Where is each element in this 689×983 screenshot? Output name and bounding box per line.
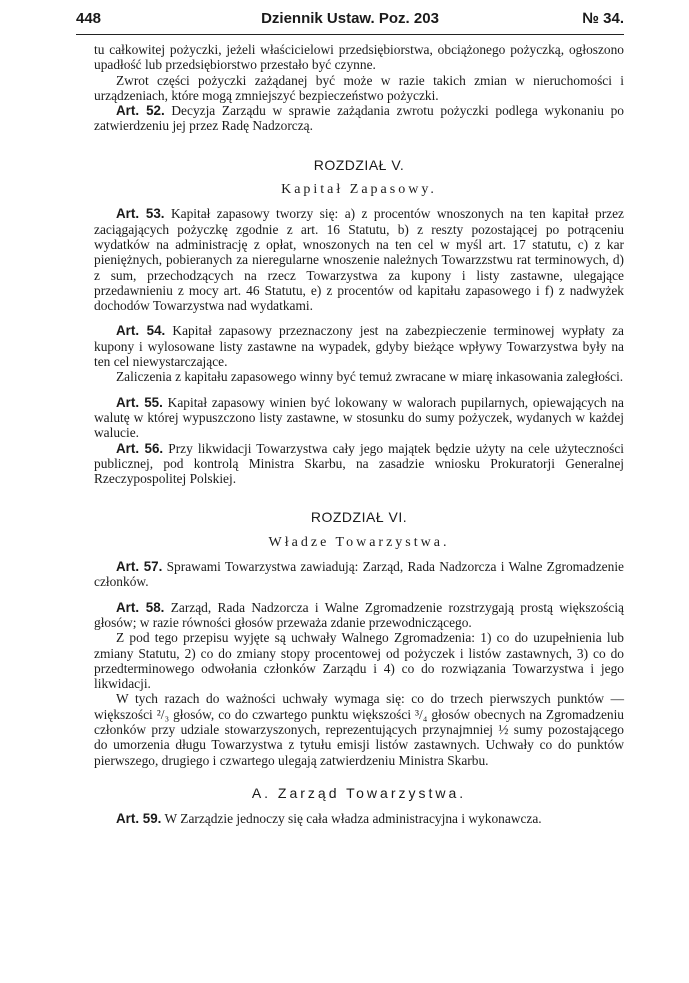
page-header xyxy=(76,6,624,32)
paragraph-continuation: tu całkowitej pożyczki, jeżeli właścicielowi przedsiębiorstwa, obciążonego pożyczką, ogłoszono upadłość lub przedsiębiorstwo przestało być czynne. xyxy=(94,42,624,73)
article-56 xyxy=(94,441,624,487)
article-text: Kapitał zapasowy tworzy się: a) z procentów wnoszonych na ten kapitał przez zaciągających pożyczkę zgodnie z art. 16 Statutu, b) z reszty pozostającej po potrąceniu wydatków na administrację z opłat, wnoszonych na ten cel w myśl art. 17 statutu, c) z kar pieniężnych, pobieranych za nieregularne wnoszenie należnych Towarzzstwu rat terminowych, d) z sum, przechodzących na rzecz Towarzystwa za kupony i listy zastawne, ulegające przedawnieniu z mocy art. 46 Statutu, e) z procentów od kapitału zapasowego i f) z nadwyżek dochodów Towarzystwa nad wydatkami. xyxy=(94,206,624,314)
article-label: Art. 56. xyxy=(116,440,164,456)
article-label: Art. 59. xyxy=(116,811,162,827)
section-heading-kapital: Kapitał Zapasowy. xyxy=(281,182,437,198)
page-number: 448 xyxy=(76,10,102,27)
header-rule xyxy=(76,34,624,35)
section-heading-wladze: Władze Towarzystwa. xyxy=(268,534,450,550)
chapter-title-vi: ROZDZIAŁ VI. xyxy=(310,509,408,526)
article-54 xyxy=(94,323,624,369)
article-57 xyxy=(94,559,624,590)
chapter-title-v: ROZDZIAŁ V. xyxy=(313,156,405,173)
article-58 xyxy=(94,600,624,631)
article-text: Zarząd, Rada Nadzorcza i Walne Zgromadzenie rozstrzygają prostą większością głosów; w razie równości głosów przeważa zdanie przewodniczącego. xyxy=(94,599,624,630)
article-label: Art. 58. xyxy=(116,599,165,615)
article-label: Art. 53. xyxy=(116,206,165,222)
paragraph-z-pod-tego: Z pod tego przepisu wyjęte są uchwały Walnego Zgromadzenia: 1) co do uzupełnienia lub zmiany Statutu, 2) co do zmiany stopy procentowej od pożyczek i listów zastawnych, 3) co do przedterminowego odwołania członków Zarządu i 4) co do rozwiązania Towarzystwa i jego likwidacji. xyxy=(94,630,624,692)
article-53 xyxy=(94,206,624,313)
article-text: Kapitał zapasowy przeznaczony jest na zabezpieczenie terminowej wypłaty za kupony i wylosowane listy zastawne na wypadek, gdyby bieżące wpływy Towarzystwa były na ten cel niewystarczające. xyxy=(94,323,624,370)
document-body xyxy=(94,42,624,826)
paragraph-zwrot: Zwrot części pożyczki zażądanej być może w razie takich zmian w nieruchomości i urządzeniach, które mogą zmniejszyć bezpieczeństwo pożyczki. xyxy=(94,72,624,103)
article-label: Art. 55. xyxy=(116,394,163,410)
issue-number: № 34. xyxy=(582,10,624,27)
article-text: Sprawami Towarzystwa zawiadują: Zarząd, Rada Nadzorcza i Walne Zgromadzenie członków. xyxy=(94,559,624,590)
article-label: Art. 57. xyxy=(116,559,163,575)
article-55 xyxy=(94,395,624,441)
paragraph-w-tych: W tych razach do ważności uchwały wymaga się: co do trzech pierwszych punktów — większości ²/₃ głosów, co do czwartego punktu większości ³/₄ głosów obecnych na Zgromadzeniu członków przy udziale stowarzyszonych, reprezentujących przynajmniej ½ sumy pozostającego do umorzenia długu Towarzystwa z tytułu emisji listów zastawnych. Uchwały co do punktów pierwszego, drugiego i czwartego ulegają zatwierdzeniu Ministra Skarbu. xyxy=(94,691,624,768)
article-label: Art. 52. xyxy=(116,103,165,119)
paragraph-zaliczenia: Zaliczenia z kapitału zapasowego winny być temuż zwracane w miarę inkasowania zaległości. xyxy=(116,369,624,385)
article-text: W Zarządzie jednoczy się cała władza administracyjna i wykonawcza. xyxy=(164,811,542,827)
article-59 xyxy=(94,811,624,826)
article-text: Decyzja Zarządu w sprawie zażądania zwrotu pożyczki podlega wykonaniu po zatwierdzeniu jej przez Radę Nadzorczą. xyxy=(94,103,624,134)
journal-title: Dziennik Ustaw. Poz. 203 xyxy=(261,10,439,27)
article-52 xyxy=(94,103,624,134)
article-label: Art. 54. xyxy=(116,323,166,339)
section-heading-zarzad: A. Zarząd Towarzystwa. xyxy=(251,784,467,801)
article-text: Przy likwidacji Towarzystwa cały jego majątek będzie użyty na cele użyteczności publicznej, pod kontrolą Ministra Skarbu, na zasadzie wniosku Prokuratorji Generalnej Rzeczypospolitej Polskiej. xyxy=(94,440,624,487)
article-text: Kapitał zapasowy winien być lokowany w walorach pupilarnych, opiewających na walutę w której wypuszczono listy zastawne, w stosunku do sumy pożyczek, wydanych w każdej walucie. xyxy=(94,394,624,441)
